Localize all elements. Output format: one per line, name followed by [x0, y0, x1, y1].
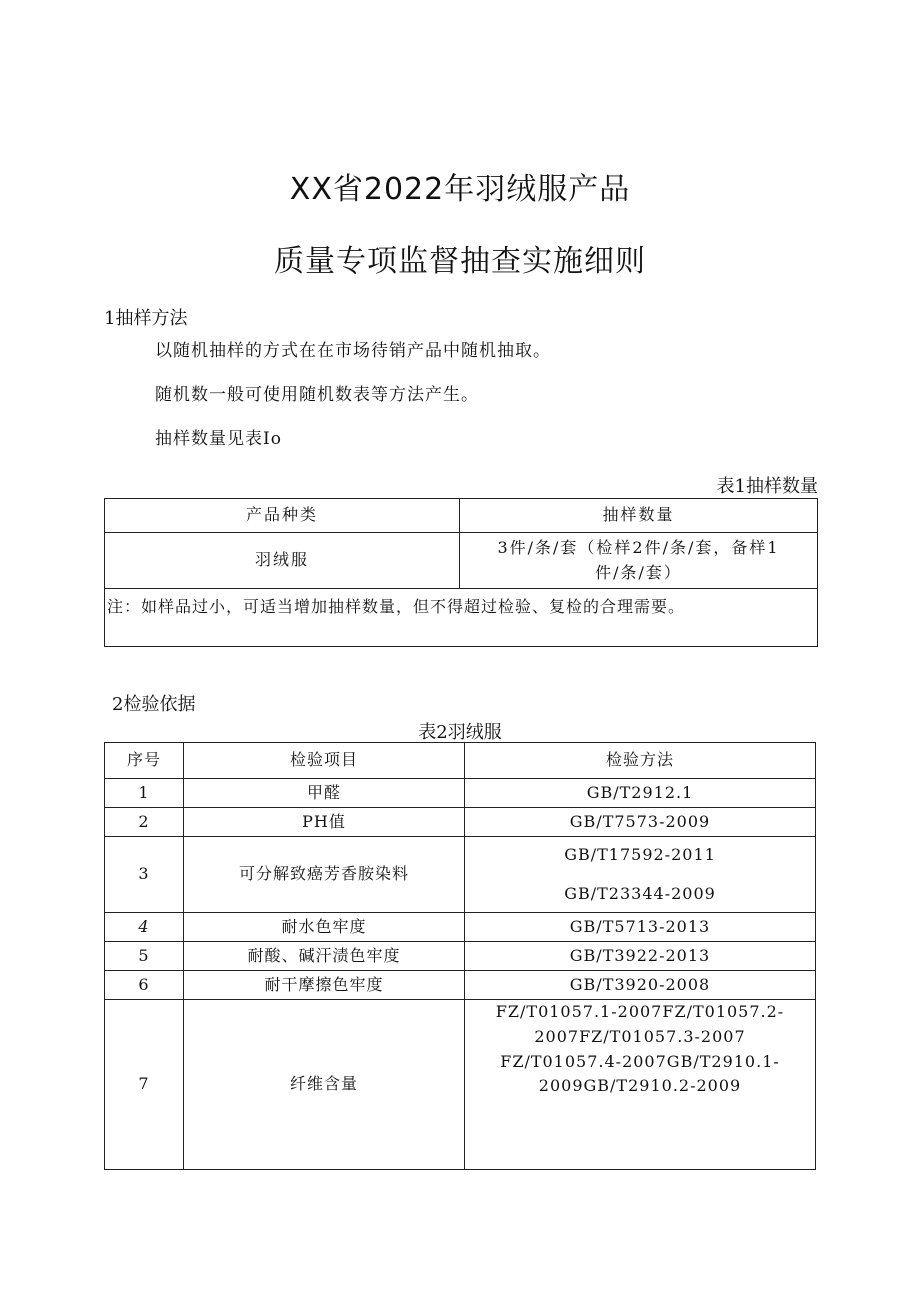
cell-no: 1 [105, 779, 184, 808]
header-product-type: 产品种类 [105, 499, 460, 533]
cell-no: 4 [105, 913, 184, 942]
section-2-heading: 2检验依据 [112, 694, 196, 715]
cell-test-item: 耐酸、碱汗渍色牢度 [184, 942, 465, 971]
sampling-quantity-table [104, 498, 818, 647]
method-line: 2009GB/T2910.2-2009 [538, 1076, 742, 1096]
table-1-caption: 表1抽样数量 [716, 476, 818, 497]
table-row [105, 971, 816, 1000]
cell-no: 2 [105, 808, 184, 837]
table-row [105, 942, 816, 971]
cell-test-item: 纤维含量 [184, 1000, 465, 1170]
cell-test-method: GB/T2912.1 [465, 779, 816, 808]
document-title-line-2: 质量专项监督抽查实施细则 [274, 244, 646, 279]
table-row [105, 1000, 816, 1170]
table-2-caption: 表2羽绒服 [418, 722, 502, 743]
header-no: 序号 [105, 743, 184, 779]
cell-test-method: GB/T7573-2009 [465, 808, 816, 837]
table-row [105, 533, 818, 589]
cell-test-method: GB/T3922-2013 [465, 942, 816, 971]
cell-test-item: 甲醛 [184, 779, 465, 808]
table-header-row [105, 743, 816, 779]
table-row [105, 808, 816, 837]
table-row [105, 913, 816, 942]
table-note: 注：如样品过小，可适当增加抽样数量，但不得超过检验、复检的合理需要。 [105, 589, 818, 647]
cell-test-item: 可分解致癌芳香胺染料 [184, 837, 465, 913]
inspection-basis-table [104, 742, 816, 1170]
cell-test-item: PH值 [184, 808, 465, 837]
method-line: FZ/T01057.4-2007GB/T2910.1- [500, 1051, 780, 1071]
table-row [105, 779, 816, 808]
section-1-heading: 1抽样方法 [104, 308, 188, 329]
sample-quantity-line-2: 件/条/套） [595, 562, 682, 582]
method-line: GB/T17592-2011 [564, 844, 716, 864]
method-line: FZ/T01057.1-2007FZ/T01057.2- [495, 1002, 785, 1021]
cell-no: 6 [105, 971, 184, 1000]
paragraph-sample-quantity-ref: 抽样数量见表Io [155, 429, 282, 449]
method-line: GB/T23344-2009 [564, 883, 716, 903]
cell-no: 7 [105, 1000, 184, 1170]
cell-test-method [465, 1000, 816, 1170]
sample-quantity-line-1: 3件/条/套（检样2件/条/套，备样1 [497, 537, 780, 557]
document-title-line-1: XX省2022年羽绒服产品 [289, 172, 631, 207]
cell-no: 5 [105, 942, 184, 971]
cell-test-method: GB/T5713-2013 [465, 913, 816, 942]
paragraph-sampling-method: 以随机抽样的方式在在市场待销产品中随机抽取。 [155, 341, 551, 361]
cell-no: 3 [105, 837, 184, 913]
cell-product-type: 羽绒服 [105, 533, 460, 589]
cell-test-item: 耐干摩擦色牢度 [184, 971, 465, 1000]
table-row [105, 837, 816, 913]
header-test-method: 检验方法 [465, 743, 816, 779]
table-note-row [105, 589, 818, 647]
cell-sample-quantity [460, 533, 818, 589]
paragraph-random-numbers: 随机数一般可使用随机数表等方法产生。 [155, 385, 479, 405]
method-line: 2007FZ/T01057.3-2007 [534, 1026, 746, 1046]
table-header-row [105, 499, 818, 533]
cell-test-method: GB/T3920-2008 [465, 971, 816, 1000]
cell-test-item: 耐水色牢度 [184, 913, 465, 942]
cell-test-method [465, 837, 816, 913]
header-sample-quantity: 抽样数量 [460, 499, 818, 533]
header-test-item: 检验项目 [184, 743, 465, 779]
